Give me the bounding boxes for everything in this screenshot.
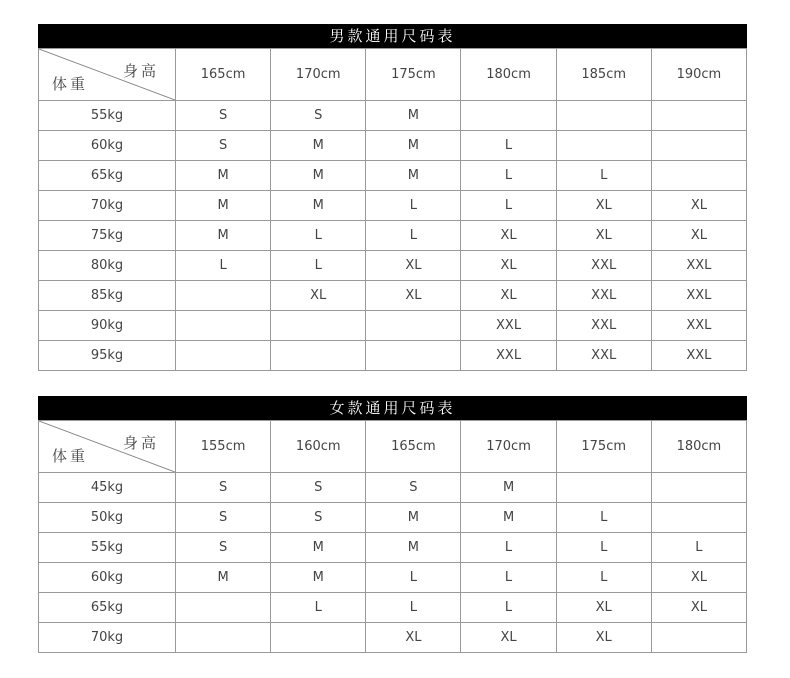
weight-cell: 55kg (39, 533, 176, 563)
size-cell: XXL (556, 311, 651, 341)
size-cell: L (271, 221, 366, 251)
size-cell: L (366, 221, 461, 251)
table-row (39, 161, 747, 191)
size-cell (176, 341, 271, 371)
size-cell: L (556, 563, 651, 593)
weight-cell: 60kg (39, 563, 176, 593)
header-row (39, 49, 747, 101)
weight-cell: 80kg (39, 251, 176, 281)
size-cell: XL (366, 251, 461, 281)
table-row (39, 563, 747, 593)
table-row (39, 221, 747, 251)
size-cell: L (556, 533, 651, 563)
size-cell: M (271, 191, 366, 221)
size-cell: XXL (651, 281, 746, 311)
size-cell: XXL (651, 311, 746, 341)
size-cell (556, 101, 651, 131)
height-header-cell: 155cm (176, 421, 271, 473)
size-cell (461, 101, 556, 131)
size-cell: S (271, 503, 366, 533)
size-cell: XL (461, 281, 556, 311)
size-cell: XL (651, 221, 746, 251)
size-cell: S (271, 101, 366, 131)
size-cell (556, 131, 651, 161)
size-cell: L (366, 191, 461, 221)
size-cell (651, 473, 746, 503)
size-cell: S (176, 101, 271, 131)
size-cell (366, 341, 461, 371)
size-cell: M (176, 161, 271, 191)
size-cell: S (366, 473, 461, 503)
size-cell: L (461, 131, 556, 161)
size-cell: M (271, 161, 366, 191)
corner-cell (39, 421, 176, 473)
size-cell: XL (556, 623, 651, 653)
height-header-cell: 180cm (461, 49, 556, 101)
size-cell: L (366, 593, 461, 623)
size-cell (271, 311, 366, 341)
size-cell: XL (556, 593, 651, 623)
height-label: 身高 (122, 434, 159, 452)
size-cell: M (271, 533, 366, 563)
table-row (39, 311, 747, 341)
size-cell: L (461, 191, 556, 221)
size-cell: L (461, 533, 556, 563)
size-cell: XL (556, 191, 651, 221)
size-cell: L (556, 161, 651, 191)
size-cell: L (176, 251, 271, 281)
women-chart-title: 女款通用尺码表 (38, 396, 747, 420)
men-size-chart (38, 24, 747, 371)
height-header-cell: 165cm (366, 421, 461, 473)
size-cell: XXL (461, 341, 556, 371)
size-cell (556, 473, 651, 503)
size-cell: XXL (556, 281, 651, 311)
size-cell (176, 593, 271, 623)
men-chart-title: 男款通用尺码表 (38, 24, 747, 48)
women-size-table (38, 420, 747, 653)
size-cell: XXL (461, 311, 556, 341)
size-cell: L (366, 563, 461, 593)
table-row (39, 191, 747, 221)
size-cell: M (461, 503, 556, 533)
weight-cell: 90kg (39, 311, 176, 341)
size-cell: L (651, 533, 746, 563)
size-cell: L (271, 251, 366, 281)
size-cell: L (556, 503, 651, 533)
table-row (39, 101, 747, 131)
size-cell: M (366, 161, 461, 191)
size-cell: M (366, 533, 461, 563)
size-cell: M (176, 191, 271, 221)
table-row (39, 503, 747, 533)
weight-label: 体重 (52, 75, 89, 93)
height-header-cell: 170cm (461, 421, 556, 473)
height-header-cell: 170cm (271, 49, 366, 101)
corner-cell (39, 49, 176, 101)
size-cell: XXL (556, 341, 651, 371)
weight-cell: 65kg (39, 161, 176, 191)
size-cell: S (176, 131, 271, 161)
height-header-cell: 175cm (366, 49, 461, 101)
size-cell: L (271, 593, 366, 623)
size-cell: L (461, 161, 556, 191)
table-row (39, 251, 747, 281)
women-size-chart (38, 396, 747, 653)
header-row (39, 421, 747, 473)
weight-cell: 95kg (39, 341, 176, 371)
size-cell (366, 311, 461, 341)
table-row (39, 533, 747, 563)
weight-cell: 85kg (39, 281, 176, 311)
size-cell: M (176, 221, 271, 251)
size-cell: XL (461, 623, 556, 653)
weight-cell: 70kg (39, 191, 176, 221)
men-size-table (38, 48, 747, 371)
height-header-cell: 175cm (556, 421, 651, 473)
weight-cell: 75kg (39, 221, 176, 251)
size-cell: S (271, 473, 366, 503)
size-cell: XL (461, 251, 556, 281)
size-cell: M (461, 473, 556, 503)
size-cell: XL (651, 191, 746, 221)
size-cell: M (271, 563, 366, 593)
size-cell: S (176, 473, 271, 503)
height-header-cell: 180cm (651, 421, 746, 473)
size-cell (651, 131, 746, 161)
size-cell: XL (651, 593, 746, 623)
size-cell (176, 311, 271, 341)
size-cell: XXL (651, 251, 746, 281)
size-cell: M (366, 503, 461, 533)
size-cell: XL (366, 623, 461, 653)
size-cell: XL (366, 281, 461, 311)
size-cell: L (461, 563, 556, 593)
size-cell (271, 341, 366, 371)
weight-cell: 65kg (39, 593, 176, 623)
table-row (39, 593, 747, 623)
size-cell: M (366, 131, 461, 161)
size-cell: XXL (651, 341, 746, 371)
size-cell (271, 623, 366, 653)
size-cell (176, 281, 271, 311)
size-cell: S (176, 533, 271, 563)
table-row (39, 623, 747, 653)
height-header-cell: 165cm (176, 49, 271, 101)
size-cell (651, 503, 746, 533)
size-cell: M (366, 101, 461, 131)
weight-cell: 60kg (39, 131, 176, 161)
size-cell: XL (461, 221, 556, 251)
height-header-cell: 160cm (271, 421, 366, 473)
size-cell: M (271, 131, 366, 161)
size-cell (651, 101, 746, 131)
table-row (39, 341, 747, 371)
size-cell: S (176, 503, 271, 533)
weight-cell: 55kg (39, 101, 176, 131)
size-cell: XL (651, 563, 746, 593)
size-cell: XL (271, 281, 366, 311)
size-cell: L (461, 593, 556, 623)
weight-label: 体重 (52, 447, 89, 465)
table-row (39, 473, 747, 503)
height-header-cell: 190cm (651, 49, 746, 101)
size-cell (651, 161, 746, 191)
size-cell: M (176, 563, 271, 593)
size-cell (176, 623, 271, 653)
height-label: 身高 (122, 62, 159, 80)
size-cell: XL (556, 221, 651, 251)
weight-cell: 45kg (39, 473, 176, 503)
size-cell (651, 623, 746, 653)
table-row (39, 281, 747, 311)
height-header-cell: 185cm (556, 49, 651, 101)
weight-cell: 50kg (39, 503, 176, 533)
size-cell: XXL (556, 251, 651, 281)
weight-cell: 70kg (39, 623, 176, 653)
table-row (39, 131, 747, 161)
